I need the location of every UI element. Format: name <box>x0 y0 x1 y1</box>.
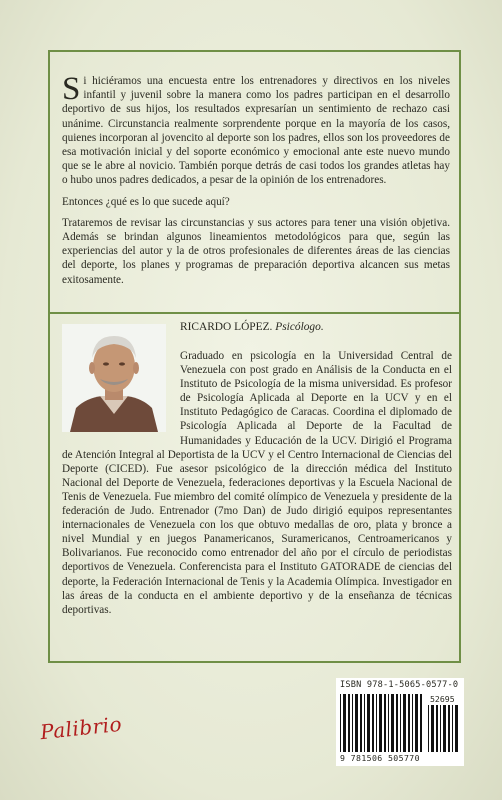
author-role: Psicólogo. <box>275 321 324 333</box>
author-bio-text: Graduado en psicología en la Universidad Central de Venezuela con post grado en Análisis de la Conducta en el Instituto de Psicología de la misma universidad. Es profesor de Psicología Aplicada al Deporte en la UCV y en el Instituto Pedagógico de Caracas. Coordina el diplomado de Psicología Aplicada al Deporte de la Facultad de Humanidades y Educación de la UCV. Dirigió el Programa de Atención Integral al Deportista de la UCV y el Centro Internacional de Ciencias del Deporte (CICED). Fue asesor psicológico de la dirección médica del Instituto Nacional del Deporte de Venezuela, federaciones deportivas y la Escuela Nacional de Tenis de Venezuela. Fue miembro del comité olímpico de Venezuela y presidente de la federación de Judo. Entrenador (7mo Dan) de Judo dirigió equipos representantes internacionales de Venezuela con los que obtuvo medallas de oro, plata y bronce a nivel Mundial y en juegos Panamericanos, Suramericanos, Centroamericanos y Bolivarianos. Fue reconocido como entrenador del año por el círculo de periodistas deportivos de Venezuela. Conferencista para el Instituto GATORADE de ciencias del deporte, la Federación Internacional de Tenis y la Academia Olímpica. Investigador en las áreas de la conducta en el ambiente deportivo y de la enseñanza de técnicas deportivas. <box>62 350 452 616</box>
isbn-label: ISBN 978-1-5065-0577-0 <box>340 680 459 690</box>
barcode-digits: 9 781506 505770 <box>340 753 420 763</box>
author-bio <box>62 349 452 617</box>
drop-cap: S <box>62 71 81 107</box>
publisher-logo: Palibrio <box>38 711 124 745</box>
barcode-bars <box>340 694 426 752</box>
synopsis-paragraph-2: Entonces ¿qué es lo que sucede aquí? <box>62 195 230 208</box>
synopsis-paragraph-1: Si hiciéramos una encuesta entre los entrenadores y directivos en los niveles infantil y juvenil sobre la manera como los padres participan en el desarrollo deportivo de sus hijos, los resultados expresarían un sentimiento de rechazo casi unánime. Circunstancia realmente sorprendente porque en la mayoría de los casos, quienes incorporan al jovencito al deporte son los padres, ellos son los proveedores de esa motivación inicial y del soporte económico y emocional ante este nuevo mundo que se le abre al novicio. También porque detrás de casi todos los grandes atletas hay o hubo unos padres dedicados, a pesar de la opinión de los entrenadores. <box>62 71 450 187</box>
author-name: RICARDO LÓPEZ. <box>180 321 273 333</box>
author-heading <box>180 320 324 334</box>
section-divider <box>50 312 459 314</box>
price-addon-label: 52695 <box>430 694 455 704</box>
synopsis <box>62 71 450 294</box>
synopsis-paragraph-3: Trataremos de revisar las circunstancias y sus actores para tener una visión objetiva. Además se brindan algunos lineamientos metodológicos para que, según las experiencias del autor y la de otros profesionales de diferentes áreas de las ciencias del deporte, los planes y programas de preparación deportiva alcancen sus metas exitosamente. <box>62 216 450 286</box>
addon-barcode-bars <box>428 705 462 752</box>
